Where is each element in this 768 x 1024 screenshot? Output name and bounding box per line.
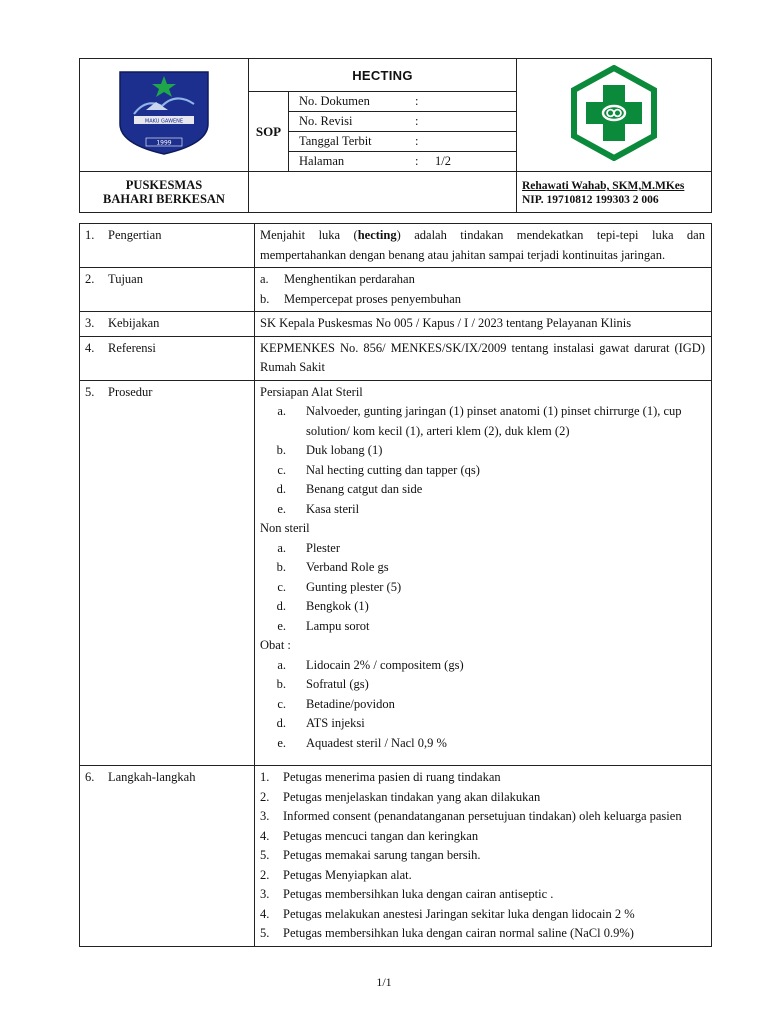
list-item: d. Bengkok (1)	[276, 599, 369, 613]
list-item: 1. Petugas menerima pasien di ruang tindakan	[260, 770, 501, 784]
row-pengertian	[80, 224, 712, 268]
list-item: d. ATS injeksi	[276, 716, 365, 730]
list-item: c. Gunting plester (5)	[277, 579, 402, 594]
steril-list	[260, 402, 705, 519]
sop-label: SOP	[249, 92, 289, 172]
emblem-year: 1999	[156, 139, 172, 147]
label-prosedur: 5. Prosedur	[80, 380, 255, 766]
row-kebijakan	[80, 312, 712, 337]
list-item: d. Benang catgut dan side	[276, 482, 423, 496]
list-item: 3. Petugas membersihkan luka dengan cairan antiseptic .	[260, 887, 554, 901]
value-langkah	[255, 766, 712, 947]
signer-nip: NIP. 19710812 199303 2 006	[522, 194, 659, 206]
list-item: e. Aquadest steril / Nacl 0,9 %	[277, 735, 447, 750]
label-langkah: 6. Langkah-langkah	[80, 766, 255, 947]
sop-content-table	[79, 223, 712, 947]
org-line-2: BAHARI BERKESAN	[103, 192, 225, 206]
list-item: 5. Petugas memakai sarung tangan bersih.	[260, 848, 481, 862]
list-item: a. Plester	[277, 540, 341, 555]
value-prosedur	[255, 380, 712, 766]
document-title: HECTING	[249, 59, 517, 92]
list-item: 3. Informed consent (penandatanganan persetujuan tindakan) oleh keluarga pasien	[260, 809, 682, 823]
blank-signature-area	[249, 172, 517, 213]
list-item: b. Verband Role gs	[276, 560, 389, 574]
regional-emblem-icon	[116, 70, 212, 156]
list-item: b. Mempercepat proses penyembuhan	[260, 291, 462, 306]
value-pengertian: Menjahit luka (hecting) adalah tindakan mendekatkan tepi-tepi luka dan mempertahankan dengan benang atau jahitan sampai terjadi kontinuitas jaringan.	[255, 224, 712, 268]
emblem-motto: MAKU GAWENE	[144, 118, 184, 125]
label-pengertian: 1. Pengertian	[80, 224, 255, 268]
label-referensi: 4. Referensi	[80, 336, 255, 380]
list-item: e. Lampu sorot	[277, 618, 370, 633]
value-referensi: KEPMENKES No. 856/ MENKES/SK/IX/2009 tentang instalasi gawat darurat (IGD) Rumah Sakit	[255, 336, 712, 380]
row-prosedur	[80, 380, 712, 766]
list-item: 2. Petugas Menyiapkan alat.	[260, 867, 412, 882]
list-item: b. Sofratul (gs)	[276, 677, 369, 691]
meta-tanggal-terbit: Tanggal Terbit :	[289, 132, 517, 152]
list-item: 2. Petugas menjelaskan tindakan yang akan dilakukan	[260, 789, 541, 804]
list-item: b. Duk lobang (1)	[276, 443, 383, 457]
sop-header-table	[79, 58, 712, 213]
list-item: a. Nalvoeder, gunting jaringan (1) pinset anatomi (1) pinset chirrurge (1), cup solution/ kom kecil (1), arteri klem (2), duk klem (2)	[277, 404, 682, 438]
meta-no-dokumen: No. Dokumen :	[289, 92, 517, 112]
list-item: a. Lidocain 2% / compositem (gs)	[277, 657, 464, 672]
left-logo-cell	[80, 59, 249, 172]
list-item: 5. Petugas membersihkan luka dengan cairan normal saline (NaCl 0.9%)	[260, 926, 634, 940]
puskesmas-logo-icon	[566, 65, 662, 161]
langkah-list	[260, 768, 705, 944]
list-item: c. Nal hecting cutting dan tapper (qs)	[277, 462, 480, 477]
list-item: 4. Petugas mencuci tangan dan keringkan	[260, 828, 479, 843]
value-kebijakan: SK Kepala Puskesmas No 005 / Kapus / I / 2023 tentang Pelayanan Klinis	[255, 312, 712, 337]
organization-name	[80, 172, 249, 213]
meta-halaman: Halaman : 1/2	[289, 152, 517, 172]
group-heading: Obat :	[260, 638, 291, 652]
meta-no-revisi: No. Revisi :	[289, 112, 517, 132]
org-line-1: PUSKESMAS	[125, 178, 203, 192]
list-item: a. Menghentikan perdarahan	[260, 272, 415, 286]
row-referensi	[80, 336, 712, 380]
list-item: 4. Petugas melakukan anestesi Jaringan sekitar luka dengan lidocain 2 %	[260, 906, 635, 921]
signer-name: Rehawati Wahab, SKM,M.MKes	[522, 180, 685, 192]
list-item: e. Kasa steril	[277, 501, 360, 516]
right-logo-cell	[517, 59, 712, 172]
hecting-term: hecting	[357, 228, 397, 242]
label-kebijakan: 3. Kebijakan	[80, 312, 255, 337]
group-heading: Persiapan Alat Steril	[260, 384, 363, 399]
group-heading: Non steril	[260, 521, 310, 535]
label-tujuan: 2. Tujuan	[80, 268, 255, 312]
signer-block	[517, 172, 712, 213]
page-number: 1/1	[376, 975, 392, 989]
row-tujuan	[80, 268, 712, 312]
obat-list	[260, 656, 705, 754]
non-steril-list	[260, 539, 705, 637]
value-tujuan	[255, 268, 712, 312]
row-langkah	[80, 766, 712, 947]
list-item: c. Betadine/povidon	[277, 696, 395, 711]
tujuan-list	[260, 270, 705, 309]
